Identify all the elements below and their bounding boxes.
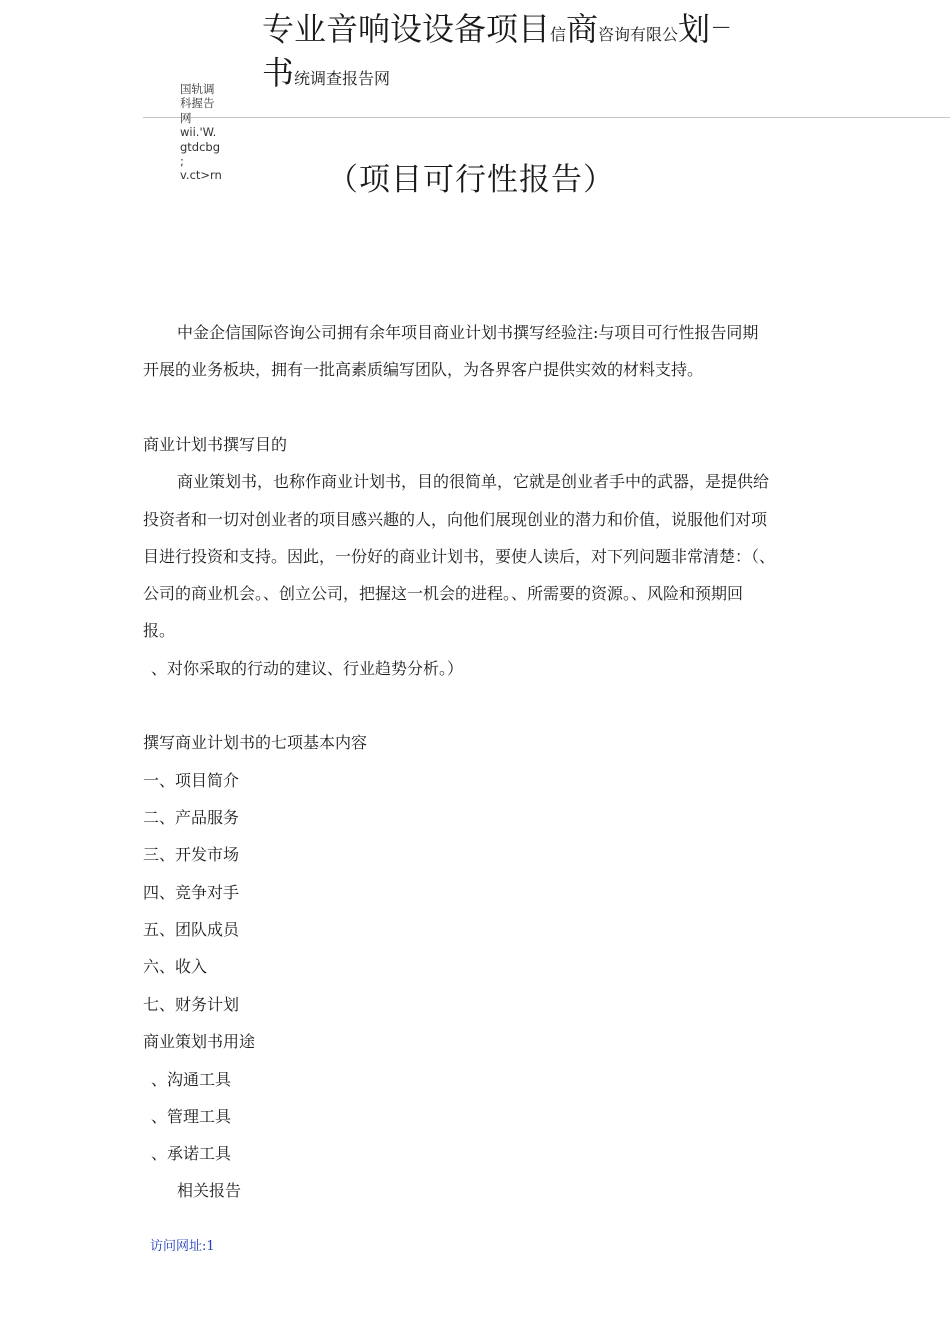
logo-text-line: 网 — [180, 110, 192, 125]
section-heading: 撰写商业计划书的七项基本内容 — [143, 733, 368, 752]
logo-text-line: 科握告 — [180, 96, 215, 111]
body-line: 公司的商业机会。、创立公司，把握这一机会的进程。、所需要的资源。、风险和预期回 — [143, 584, 744, 603]
list-item: 二、产品服务 — [143, 808, 240, 827]
list-item: 七、财务计划 — [143, 995, 240, 1014]
section-heading: 商业计划书撰写目的 — [143, 435, 288, 454]
document-title-line2 — [262, 52, 390, 100]
document-subtitle: （项目可行性报告） — [327, 162, 615, 198]
logo-text-line: gtdcbg — [180, 139, 221, 154]
logo-text-line: v.ct>rn — [180, 168, 222, 183]
body-line: 目进行投资和支持。因此，一份好的商业计划书，要使人读后，对下列问题非常清楚：（、 — [143, 547, 776, 566]
intro-line: 开展的业务板块，拥有一批高素质编写团队，为各界客户提供实效的材料支持。 — [143, 360, 704, 379]
list-item: 三、开发市场 — [143, 845, 240, 864]
title-part: 划 — [678, 10, 711, 48]
list-item: 、管理工具 — [151, 1107, 232, 1126]
list-item: 六、收入 — [143, 957, 208, 976]
list-item: 五、团队成员 — [143, 920, 240, 939]
title-part: 统调查报告网 — [294, 69, 391, 88]
list-item: 一、项目简介 — [143, 771, 240, 790]
title-dash: — — [712, 16, 731, 37]
logo-text-line: ; — [180, 154, 184, 169]
title-part: 专业音响设设备项目 — [262, 10, 551, 48]
title-part: 书 — [262, 54, 295, 92]
site-logo-text — [180, 82, 232, 183]
logo-text-line: 国轨调 — [180, 82, 215, 96]
body-line: 报。 — [143, 621, 176, 640]
list-item: 四、竞争对手 — [143, 883, 240, 902]
document-title-line1 — [262, 6, 730, 56]
section-heading: 商业策划书用途 — [143, 1032, 256, 1051]
body-line: 、对你采取的行动的建议、行业趋势分析。） — [151, 659, 464, 678]
title-part: 商 — [566, 10, 599, 48]
title-part: 信 — [550, 25, 567, 44]
related-reports-label: 相关报告 — [177, 1181, 242, 1200]
logo-text-line: wii.'W. — [180, 125, 217, 140]
list-item: 、承诺工具 — [151, 1144, 232, 1163]
header-divider — [143, 117, 950, 118]
intro-line: 中金企信国际咨询公司拥有余年项目商业计划书撰写经验注:与项目可行性报告同期 — [177, 323, 759, 342]
body-line: 商业策划书，也称作商业计划书，目的很简单，它就是创业者手中的武器，是提供给 — [177, 472, 770, 491]
title-part: 咨询有限公 — [598, 25, 679, 44]
visit-url-link[interactable]: 访问网址:1 — [150, 1239, 215, 1254]
body-line: 投资者和一切对创业者的项目感兴趣的人，向他们展现创业的潜力和价值，说服他们对项 — [143, 510, 768, 529]
list-item: 、沟通工具 — [151, 1070, 232, 1089]
